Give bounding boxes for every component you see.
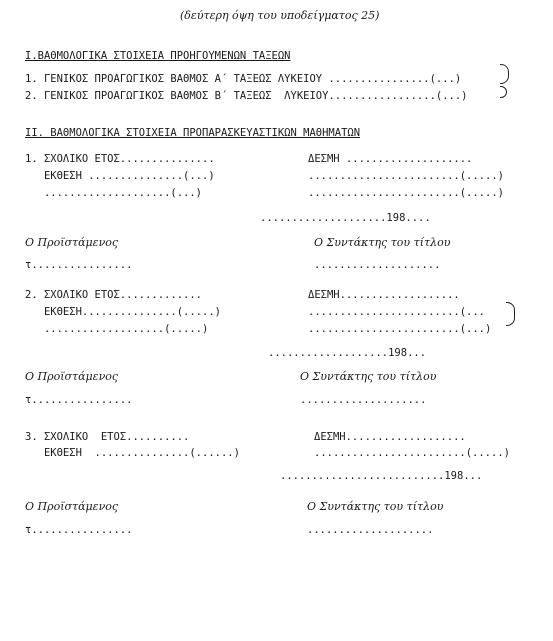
- block-3-supervisor-signature: τ................: [25, 524, 133, 536]
- handwritten-bracket: [506, 302, 515, 326]
- block-2-desmi: ΔΕΣΜΗ...................: [308, 289, 460, 301]
- section-1-title: I.ΒΑΘΜΟΛΟΓΙΚΑ ΣΤΟΙΧΕΙΑ ΠΡΟΗΓΟΥΜΕΝΩΝ ΤΑΞΕΩΝ: [25, 50, 291, 62]
- block-1-date: ....................198....: [260, 212, 431, 224]
- block-3-supervisor-label: Ο Προϊστάμενος: [25, 500, 119, 513]
- block-2-author-signature: ....................: [300, 394, 427, 406]
- block-1-desmi-line-1: ........................(.....): [308, 170, 504, 182]
- block-1-author-signature: ....................: [314, 259, 441, 271]
- handwritten-bracket: [500, 64, 509, 84]
- block-2-date: ...................198...: [268, 347, 427, 359]
- block-3-ekthesi: ΕΚΘΕΣΗ ...............(......): [25, 447, 240, 459]
- block-1-extra-line: ....................(...): [25, 187, 203, 199]
- block-1-desmi-line-2: ........................(.....): [308, 187, 504, 199]
- block-1-school-year: 1. ΣΧΟΛΙΚΟ ΕΤΟΣ...............: [25, 153, 215, 165]
- block-2-desmi-line-2: ........................(...): [308, 323, 492, 335]
- block-2-extra-line: ...................(.....): [25, 323, 209, 335]
- handwritten-bracket: [500, 86, 507, 98]
- block-2-ekthesi: ΕΚΘΕΣΗ...............(.....): [25, 306, 221, 318]
- block-3-desmi-line-1: ........................(.....): [314, 447, 510, 459]
- block-2-author-label: Ο Συντάκτης του τίτλου: [300, 370, 437, 383]
- page-header: (δεύτερη όψη του υποδείγματος 25): [180, 9, 380, 22]
- block-1-author-label: Ο Συντάκτης του τίτλου: [314, 236, 451, 249]
- block-3-school-year: 3. ΣΧΟΛΙΚΟ ΕΤΟΣ..........: [25, 431, 190, 443]
- block-2-desmi-line-1: ........................(...: [308, 306, 486, 318]
- section-1-line-1: 1. ΓΕΝΙΚΟΣ ΠΡΟΑΓΩΓΙΚΟΣ ΒΑΘΜΟΣ Α΄ ΤΑΞΕΩΣ ΛΥΚΕΙΟΥ ................(...): [25, 73, 462, 85]
- section-2-title: ΙΙ. ΒΑΘΜΟΛΟΓΙΚΑ ΣΤΟΙΧΕΙΑ ΠΡΟΠΑΡΑΣΚΕΥΑΣΤΙΚΩΝ ΜΑΘΗΜΑΤΩΝ: [25, 127, 361, 139]
- block-3-author-label: Ο Συντάκτης του τίτλου: [307, 500, 444, 513]
- block-2-school-year: 2. ΣΧΟΛΙΚΟ ΕΤΟΣ.............: [25, 289, 203, 301]
- section-1-line-2: 2. ΓΕΝΙΚΟΣ ΠΡΟΑΓΩΓΙΚΟΣ ΒΑΘΜΟΣ Β΄ ΤΑΞΕΩΣ ΛΥΚΕΙΟΥ.................(...): [25, 90, 468, 102]
- block-1-ekthesi: ΕΚΘΕΣΗ ...............(...): [25, 170, 215, 182]
- block-2-supervisor-signature: τ................: [25, 394, 133, 406]
- block-1-desmi: ΔΕΣΜΗ ....................: [308, 153, 473, 165]
- block-2-supervisor-label: Ο Προϊστάμενος: [25, 370, 119, 383]
- block-3-desmi: ΔΕΣΜΗ...................: [314, 431, 466, 443]
- block-3-author-signature: ....................: [307, 524, 434, 536]
- block-1-supervisor-signature: τ................: [25, 259, 133, 271]
- block-3-date: ..........................198...: [280, 470, 483, 482]
- block-1-supervisor-label: Ο Προϊστάμενος: [25, 236, 119, 249]
